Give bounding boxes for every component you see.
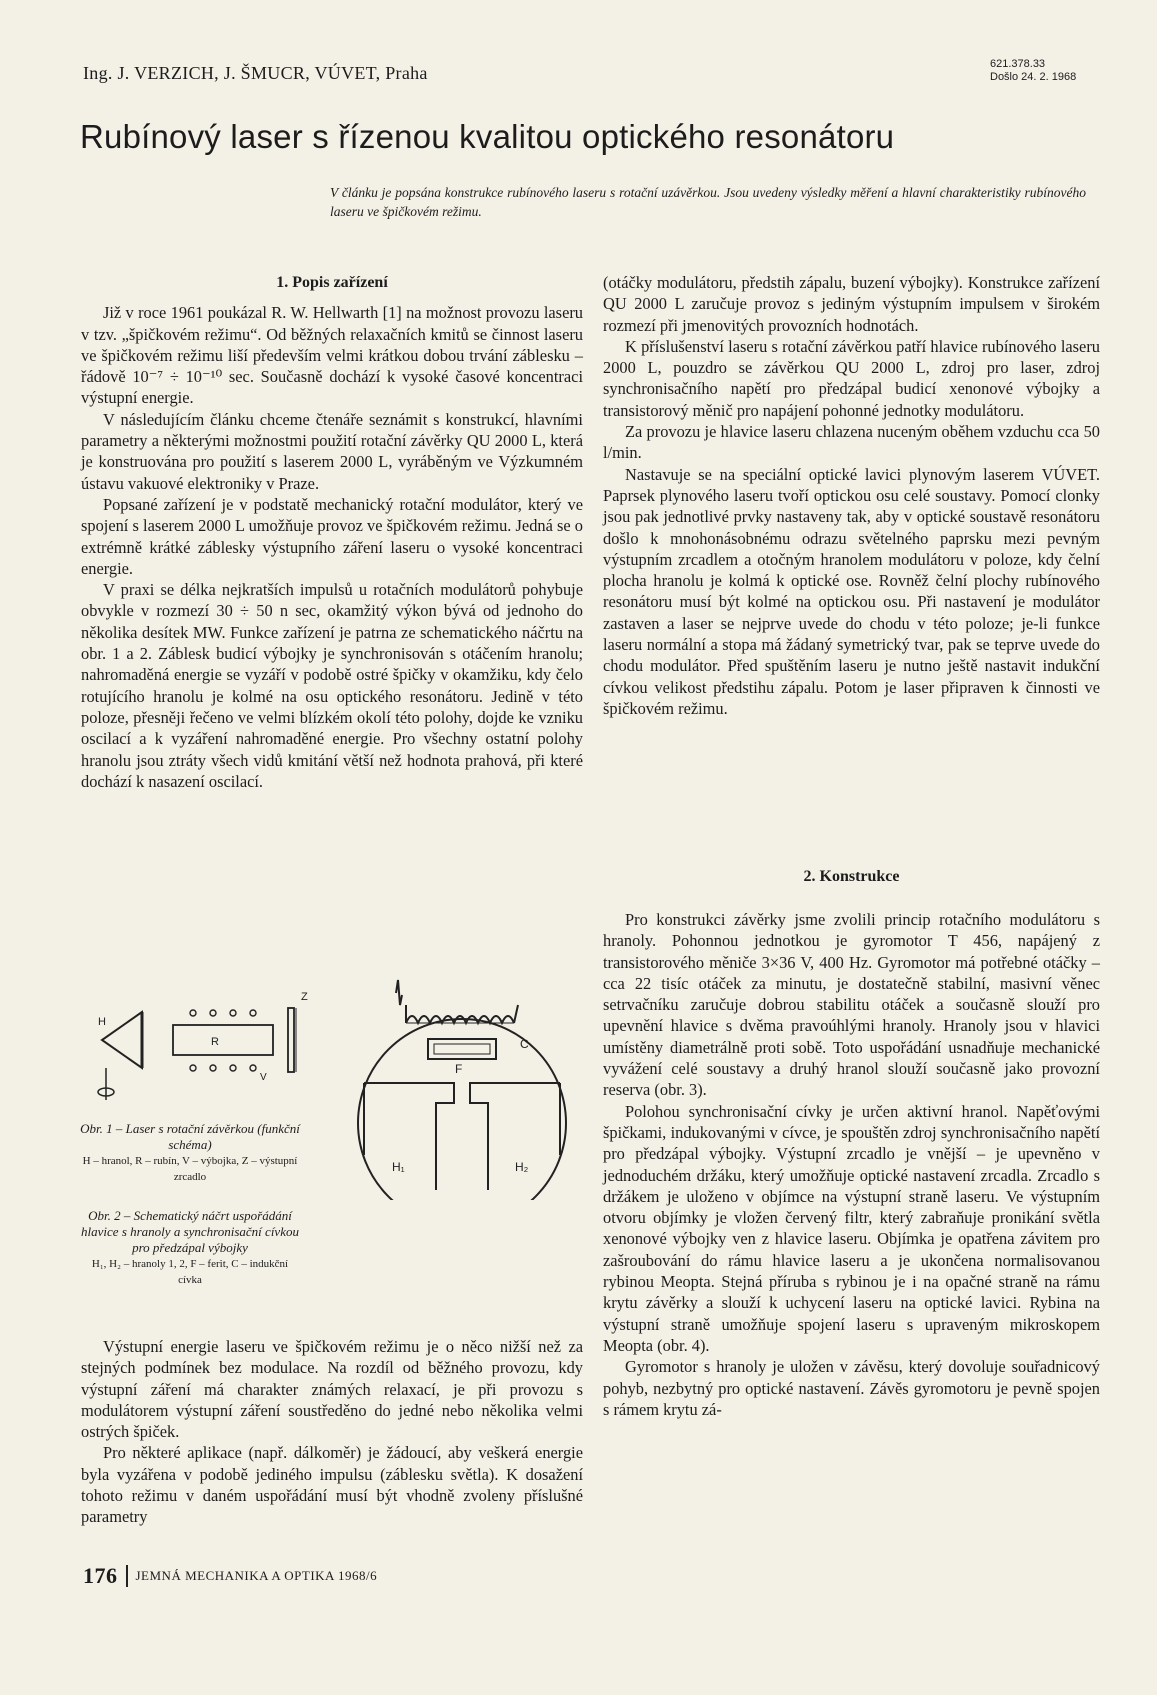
journal-name: JEMNÁ MECHANIKA A OPTIKA 1968/6 (135, 1568, 378, 1583)
prism-h-shape (102, 1012, 142, 1068)
figure-2-caption (80, 1208, 300, 1288)
paragraph: V následujícím článku chceme čtenáře seznámit s konstrukcí, hlavními parametry a některými možnostmi použití rotační závěrky QU 2000 L, která je konstruována pro použití s laserem 2000 L, vyráběným ve Výzkumném ústavu vakuové elektroniky v Praze. (81, 409, 583, 493)
paragraph: Pro konstrukci závěrky jsme zvolili princip rotačního modulátoru s hranoly. Pohonnou jednotkou je gyromotor T 456, napájený z transistorového měniče 3×36 V, 400 Hz. Gyromotor má potřebné otáčky – cca 22 tisíc otáček za minutu, je dostatečně stabilní, masivní věnec setrvačníku zaručuje dobrou stabilitu otáček a současně slouží pro upevnění hlavice s dvěma pravoúhlými hranoly. Hranoly jsou v hlavici umístěny diametrálně proti sobě. Toto uspořádání usnadňuje mechanické vyvážení celé soustavy a druhý hranol slouží současně jako provozní reserva (obr. 3). (603, 910, 1100, 1100)
label-h1: H₁ (392, 1160, 405, 1174)
figure-2-schematic (340, 975, 590, 1200)
article-abstract: V článku je popsána konstrukce rubínového laseru s rotační uzávěrkou. Jsou uvedeny výsledky měření a hlavní charakteristiky rubínového laseru ve špičkovém režimu. (330, 185, 1086, 219)
ferrite (428, 1039, 496, 1059)
paragraph: Za provozu je hlavice laseru chlazena nuceným oběhem vzduchu cca 50 l/min. (603, 422, 1100, 463)
article-authors: Ing. J. VERZICH, J. ŠMUCR, VÚVET, Praha (83, 63, 428, 83)
right-column (603, 272, 1100, 719)
label-h: H (98, 1016, 106, 1028)
rotor-wheel (358, 1019, 566, 1200)
article-meta (990, 58, 1076, 84)
figure-1-schematic (78, 990, 318, 1115)
figure-2-caption-title: Obr. 2 – Schematický náčrt uspořádání hlavice s hranoly a synchronisační cívkou pro předzápal výbojky (81, 1208, 299, 1255)
footer-divider (126, 1565, 128, 1587)
label-c: C (520, 1037, 529, 1051)
paragraph: Výstupní energie laseru ve špičkovém režimu je o něco nižší než za stejných podmínek bez modulace. Na rozdíl od běžného provozu, kdy výstupní záření má charakter známých relaxací, je při provozu s modulátorem výstupní záření soustředěno do jedné nebo několika velmi ostrých špiček. (81, 1337, 583, 1442)
prism-h1 (364, 1083, 454, 1190)
paragraph: Polohou synchronisační cívky je určen aktivní hranol. Napěťovými špičkami, indukovanými v cívce, je spouštěn zdroj synchronisačního napětí pro předzápal výbojky. Výstupní zrcadlo je vnější – je upevněno v jednoduchém držáku, který umožňuje optické nastavení zrcadla. Zrcadlo s držákem je uloženo v objímce na výstupní straně laseru. Ve výstupním otvoru objímky je vložen červený filtr, který zabraňuje pronikání světla xenonové výbojky ven z hlavice laseru. Objímka je opatřena závitem pro zašroubování do rámu hlavice laseru a je ukončena normalisovanou rybinou Meopta. Stejná příruba s rybinou je i na opačné straně na rámu krytu závěrky a slouží k uchycení laseru na optické lavici. Rybina na výstupní straně umožňuje spojení laseru s upraveným mikroskopem Meopta (obr. 4). (603, 1101, 1100, 1355)
paragraph: V praxi se délka nejkratších impulsů u rotačních modulátorů pohybuje obvykle v rozmezí 30 ÷ 50 n sec, okamžitý výkon bývá od jednoho do několika desítek MW. Funkce zařízení je patrna ze schematického náčrtu na obr. 1 a 2. Záblesk budicí výbojky je synchronisován s otáčením hranolu; nahromaděná energie se vyzáří v podobě ostré špičky v okamžiku, kdy čelo rotujícího hranolu je kolmé na osu optického resonátoru. Jedině v této poloze, přesněji řečeno ve velmi blízkém okolí této polohy, dojde ke vzniku oscilací a k vyzáření nahromaděné energie. Pro všechny ostatní polohy hranolu jsou ztráty všech vidů kmitání větší než hodnota prahová, při které dochází k nasazení oscilací. (81, 580, 583, 791)
page-number: 176 (83, 1563, 118, 1588)
paragraph: K příslušenství laseru s rotační závěrkou patří hlavice rubínového laseru 2000 L, pouzdro se závěrkou QU 2000 L, zdroj pro laser, zdroj synchronisačního napětí pro předzápal budicí xenonové výbojky a transistorový měnič pro napájení pohonné jednotky modulátoru. (603, 336, 1100, 420)
output-mirror (288, 1008, 294, 1072)
section-heading: 2. Konstrukce (803, 868, 900, 885)
paragraph: Popsané zařízení je v podstatě mechanický rotační modulátor, který ve spojení s laserem 2000 L umožňuje provoz ve špičkovém režimu. Jedná se o extrémně krátké záblesky výstupního záření laseru o vysoké koncentraci energie. (81, 494, 583, 578)
left-column (81, 272, 583, 792)
section-heading: 1. Popis zařízení (276, 274, 388, 291)
udc-code: 621.378.33 (990, 58, 1046, 70)
figure-1-legend: H – hranol, R – rubín, V – výbojka, Z – výstupní zrcadlo (82, 1155, 298, 1183)
figure-2-legend: H₁, H₂ – hranoly 1, 2, F – ferit, C – indukční cívka (91, 1258, 289, 1286)
article-title: Rubínový laser s řízenou kvalitou optického resonátoru (80, 118, 895, 155)
left-column-lower (81, 1336, 583, 1528)
label-z: Z (301, 991, 308, 1003)
paragraph: Nastavuje se na speciální optické lavici plynovým laserem VÚVET. Paprsek plynového laseru tvoří optickou osu celé soustavy. Pomocí clonky jsou pak jednotlivé prvky nastaveny tak, aby v optické soustavě resonátoru došlo k mnohonásobnému odrazu světelného paprsku mezi pevným výstupním zrcadlem a otočným hranolem modulátoru v poloze, kdy čelní plocha hranolu je kolmá k optické ose. Rovněž čelní plochy rubínového resonátoru musí být kolmé na optickou osu. Při nastavení je modulátor zastaven a laser se nejprve uvede do chodu v této poloze; je-li funkce laseru normální a stopa má žádaný symetrický tvar, pak se teprve uvede do chodu modulátor. Před spuštěním laseru je nutno ještě nastavit indukční cívkou velikost předstihu zápalu. Potom je laser připraven k činnosti ve špičkovém režimu. (603, 464, 1100, 718)
label-h2: H₂ (515, 1160, 529, 1174)
right-column-lower (603, 909, 1100, 1420)
paragraph: Již v roce 1961 poukázal R. W. Hellwarth [1] na možnost provozu laseru v tzv. „špičkovém režimu“. Od běžných relaxačních kmitů se činnost laseru ve špičkovém režimu liší především velmi krátkou dobou trvání záblesku – řádově 10⁻⁷ ÷ 10⁻¹⁰ sec. Současně dochází k vysoké časové koncentraci výstupní energie. (81, 303, 583, 408)
figure-1-caption (80, 1121, 300, 1185)
paragraph: Gyromotor s hranoly je uložen v závěsu, který dovoluje souřadnicový pohyb, nezbytný pro optické nastavení. Závěs gyromotoru je pevně spojen s rámem krytu zá- (603, 1357, 1100, 1419)
label-f: F (455, 1062, 463, 1076)
received-date: Došlo 24. 2. 1968 (990, 71, 1077, 83)
ruby-rod (173, 1025, 273, 1055)
label-r: R (211, 1036, 219, 1048)
label-v: V (260, 1072, 267, 1083)
page-footer (83, 1563, 377, 1589)
figure-1-caption-title: Obr. 1 – Laser s rotační závěrkou (funkční schéma) (80, 1121, 300, 1152)
paragraph: Pro některé aplikace (např. dálkoměr) je žádoucí, aby veškerá energie byla vyzářena v podobě jediného impulsu (záblesku světla). K dosažení tohoto režimu v daném uspořádání musí být vhodně zvoleny příslušné parametry (81, 1443, 583, 1527)
paragraph: (otáčky modulátoru, předstih zápalu, buzení výbojky). Konstrukce zařízení QU 2000 L zaručuje provoz s jediným výstupním impulsem v širokém rozmezí při jmenovitých provozních hodnotách. (603, 273, 1100, 335)
